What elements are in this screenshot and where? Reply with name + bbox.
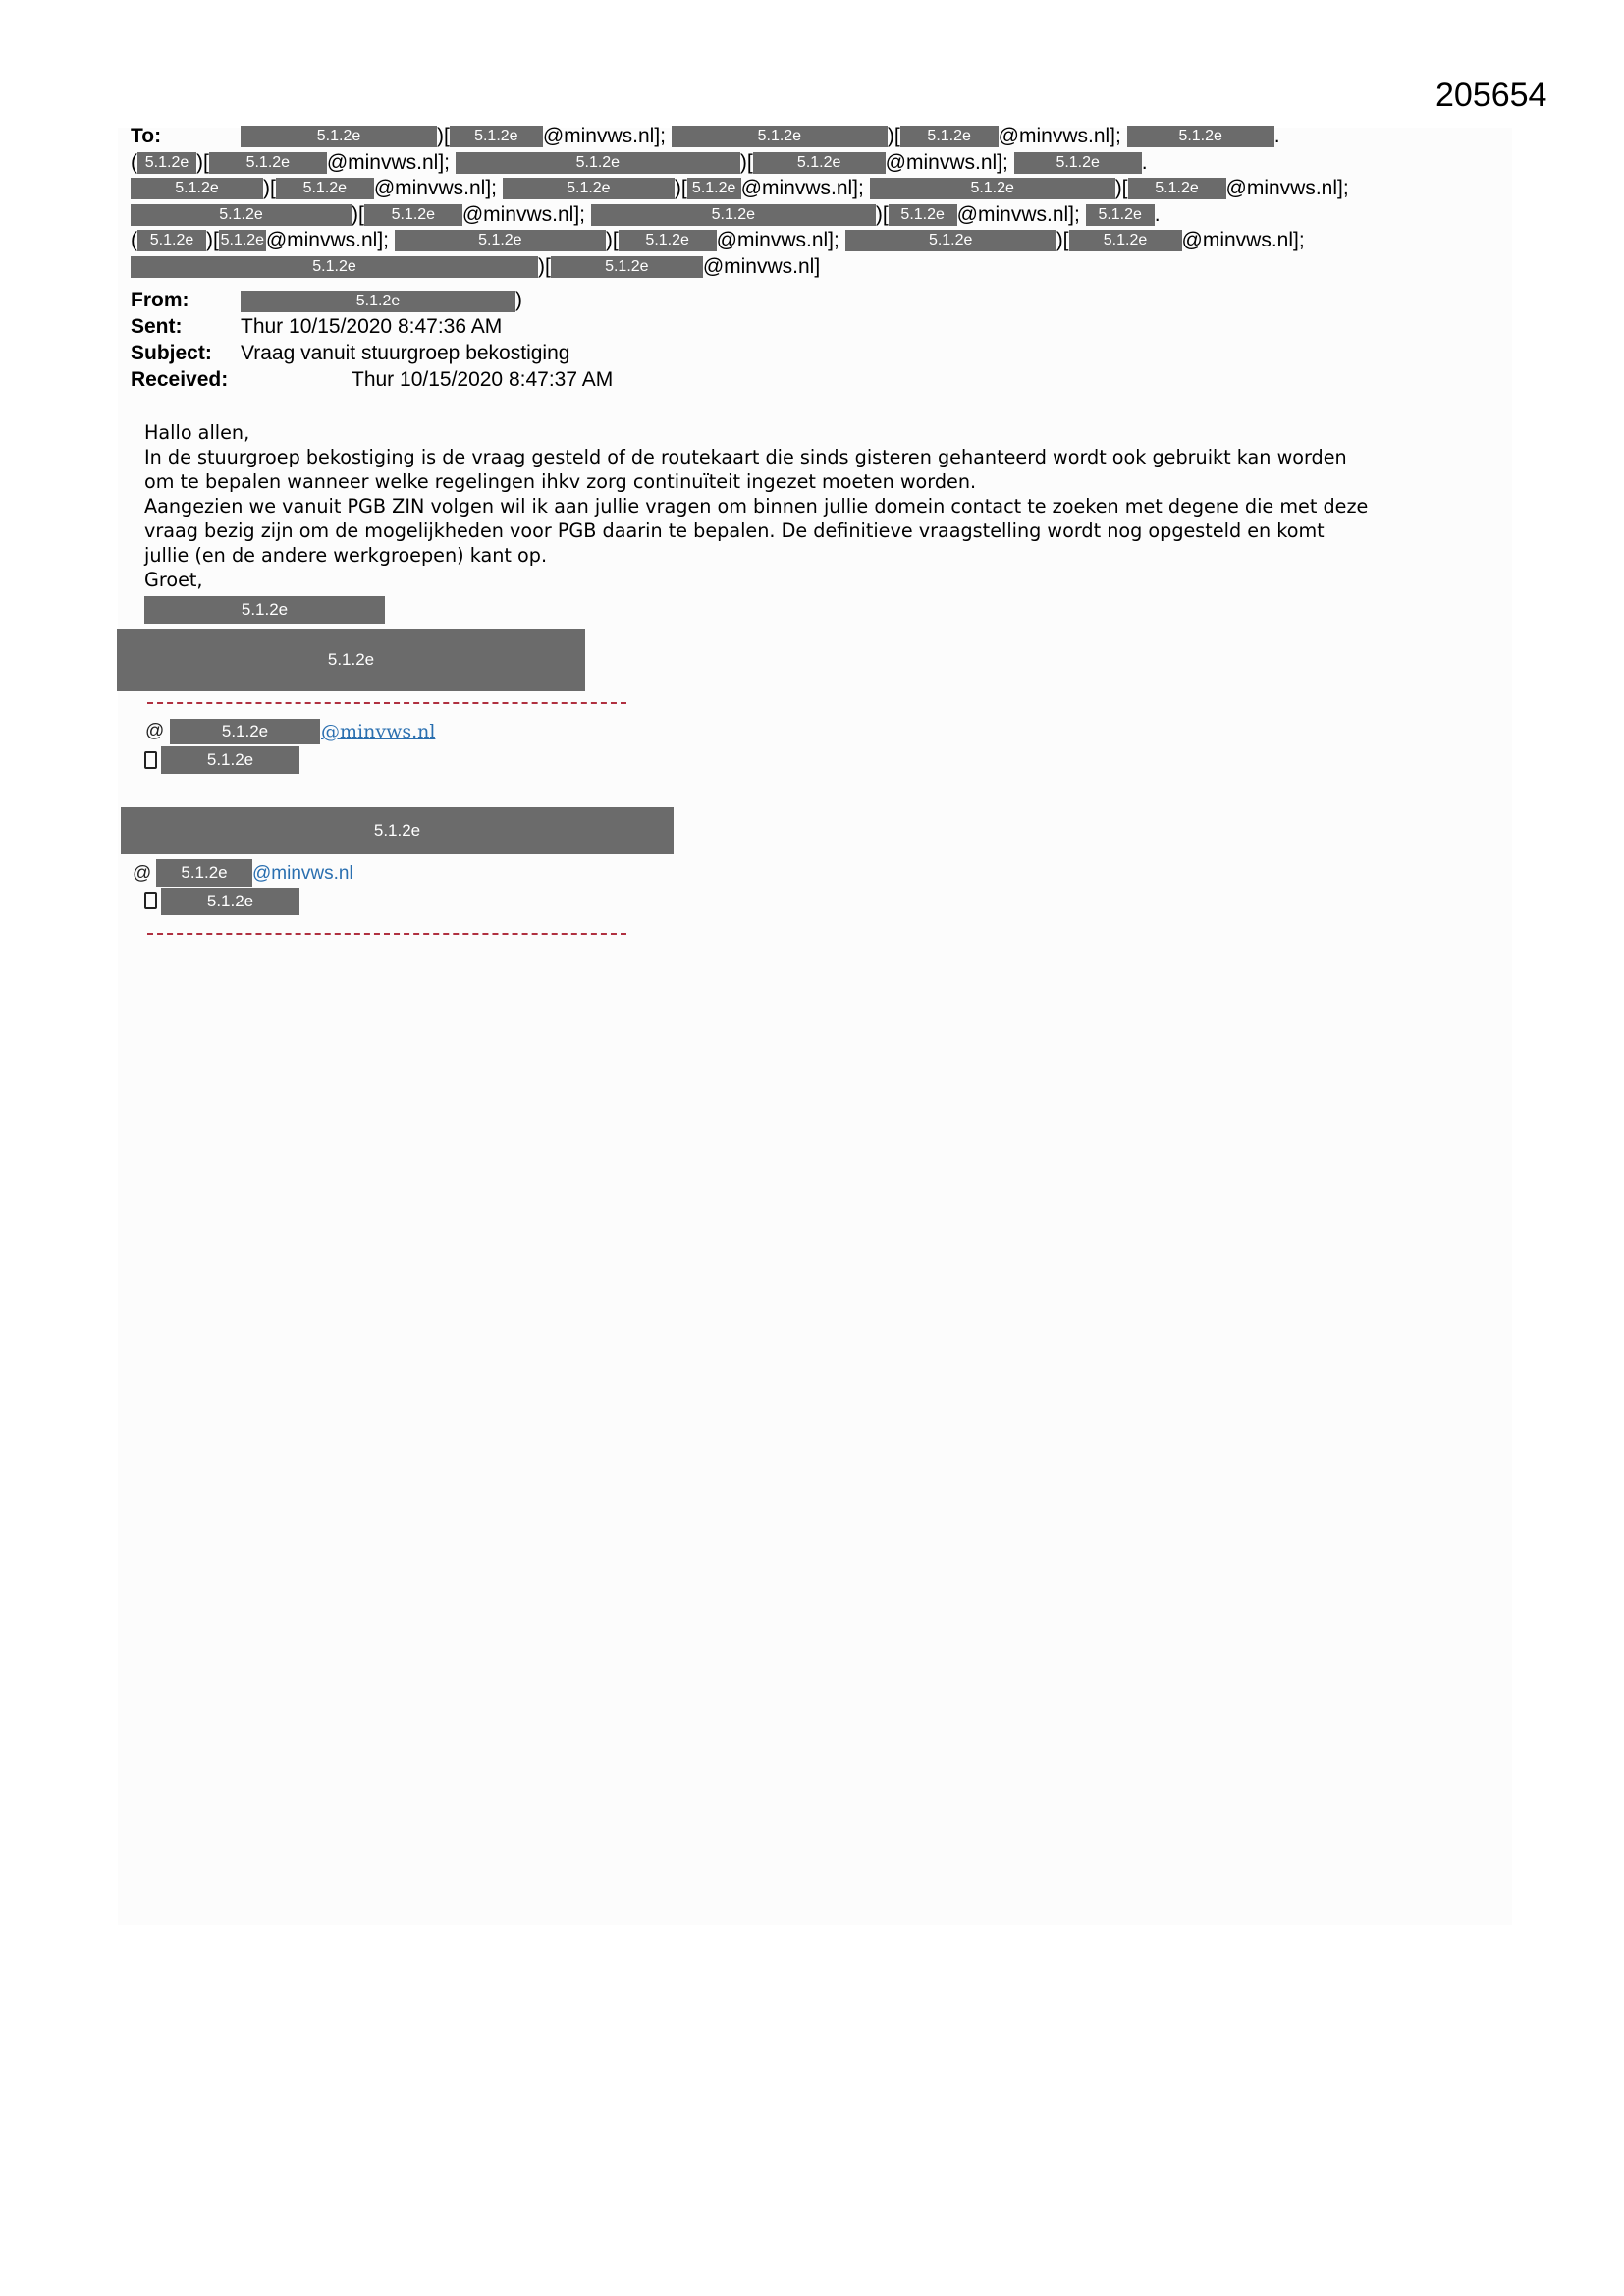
to-label: To: (131, 125, 162, 147)
signature-name-redaction: 5.1.2e (144, 596, 385, 624)
email-domain: @minvws.nl]; (998, 125, 1121, 147)
body-line: om te bepalen wanneer welke regelingen ihkv zorg continuïteit ingezet moeten worden. (144, 470, 977, 493)
redaction: 5.1.2e (619, 230, 717, 251)
email-icon: @ (133, 863, 152, 884)
email-link[interactable]: @minvws.nl (321, 721, 436, 742)
redaction: 5.1.2e (870, 178, 1115, 199)
email-page-background (118, 128, 1512, 1925)
redaction: 5.1.2e (137, 152, 196, 174)
email-domain: @minvws.nl]; (885, 150, 1008, 174)
received-label: Received: (131, 368, 229, 391)
redaction: 5.1.2e (1014, 152, 1142, 174)
redaction: 5.1.2e (456, 152, 740, 174)
redaction: 5.1.2e (900, 126, 999, 147)
recipients-line-4: 5.1.2e )[ 5.1.2e @minvws.nl]; 5.1.2e )[ 5.1.2e @minvws.nl]; 5.1.2e . (131, 202, 1486, 229)
redaction: 5.1.2e (241, 126, 437, 147)
redaction: 5.1.2e (889, 204, 957, 226)
phone-redaction: 5.1.2e (161, 746, 299, 774)
signature-block-redaction: 5.1.2e (121, 807, 674, 854)
sent-value: Thur 10/15/2020 8:47:36 AM (241, 315, 503, 338)
recipients-line-1: To: 5.1.2e )[ 5.1.2e @minvws.nl]; 5.1.2e )[ 5.1.2e @minvws.nl]; 5.1.2e . (131, 124, 1486, 150)
subject-value: Vraag vanuit stuurgroep bekostiging (241, 342, 570, 364)
redaction: 5.1.2e (131, 178, 263, 199)
email-domain: @minvws.nl]; (740, 177, 864, 200)
redaction: 5.1.2e (209, 152, 327, 174)
phone-icon (144, 751, 157, 769)
from-label: From: (131, 289, 189, 311)
redaction: 5.1.2e (364, 204, 462, 226)
divider (147, 702, 626, 704)
redaction: 5.1.2e (131, 204, 352, 226)
redaction: 5.1.2e (131, 256, 538, 278)
redaction: 5.1.2e (137, 230, 206, 251)
email-domain: @minvws.nl]; (1181, 229, 1305, 252)
recipients-line-6: 5.1.2e )[ 5.1.2e @minvws.nl] (131, 254, 1486, 281)
redaction: 5.1.2e (219, 230, 266, 251)
recipients-line-5: ( 5.1.2e )[ 5.1.2e@minvws.nl]; 5.1.2e )[ 5.1.2e @minvws.nl]; 5.1.2e )[ 5.1.2e @minvws.nl]; (131, 229, 1305, 252)
redaction: 5.1.2e (753, 152, 886, 174)
recipients-line-2: ( 5.1.2e )[ 5.1.2e @minvws.nl]; 5.1.2e )[ 5.1.2e @minvws.nl]; 5.1.2e . (131, 150, 1148, 174)
email-domain: @minvws.nl]; (461, 202, 585, 226)
email-link[interactable]: @minvws.nl (252, 863, 353, 884)
email-domain: @minvws.nl]; (1225, 177, 1349, 200)
email-domain: @minvws.nl]; (716, 229, 839, 252)
sent-label: Sent: (131, 315, 183, 338)
redaction: 5.1.2e (1127, 126, 1274, 147)
email-local-redaction: 5.1.2e (156, 859, 252, 887)
email-local-redaction: 5.1.2e (170, 719, 320, 744)
subject-label: Subject: (131, 342, 212, 364)
redaction: 5.1.2e (672, 126, 888, 147)
body-line: jullie (en de andere werkgroepen) kant op. (144, 544, 548, 567)
redaction: 5.1.2e (845, 230, 1056, 251)
redaction: 5.1.2e (591, 204, 876, 226)
redaction: 5.1.2e (276, 178, 374, 199)
redaction: 5.1.2e (450, 126, 543, 147)
body-line: Aangezien we vanuit PGB ZIN volgen wil ik aan jullie vragen om binnen jullie domein contact te zoeken met degene die met deze (144, 495, 1369, 518)
recipients-block (131, 124, 1486, 281)
email-body (144, 420, 1499, 592)
email-domain: @minvws.nl] (702, 254, 821, 278)
divider (147, 933, 626, 935)
redaction: 5.1.2e (687, 178, 741, 199)
signature-title-redaction: 5.1.2e (117, 629, 585, 691)
body-line: vraag bezig zijn om de mogelijkheden voor PGB daarin te bepalen. De definitieve vraagstelling wordt nog opgesteld en komt (144, 519, 1325, 542)
body-line: Hallo allen, (144, 421, 250, 444)
redaction: 5.1.2e (503, 178, 675, 199)
email-domain: @minvws.nl]; (265, 229, 389, 252)
redaction: 5.1.2e (1086, 204, 1155, 226)
email-domain: @minvws.nl]; (373, 177, 497, 200)
body-line: Groet, (144, 569, 203, 591)
document-number: 205654 (1435, 77, 1547, 114)
body-line: In de stuurgroep bekostiging is de vraag gesteld of de routekaart die sinds gisteren gehanteerd wordt ook gebruikt kan worden (144, 446, 1347, 468)
email-domain: @minvws.nl]; (326, 150, 450, 174)
email-domain: @minvws.nl]; (956, 202, 1080, 226)
phone-redaction: 5.1.2e (161, 888, 299, 915)
redaction: 5.1.2e (551, 256, 703, 278)
recipients-line-3: 5.1.2e )[ 5.1.2e @minvws.nl]; 5.1.2e )[ 5.1.2e @minvws.nl]; 5.1.2e )[ 5.1.2e @minvws.nl]; (131, 176, 1486, 202)
redaction: 5.1.2e (395, 230, 606, 251)
redaction: 5.1.2e (1069, 230, 1182, 251)
phone-icon (144, 892, 157, 909)
redaction: 5.1.2e (1128, 178, 1226, 199)
received-value: Thur 10/15/2020 8:47:37 AM (352, 368, 614, 391)
email-icon: @ (145, 721, 165, 741)
email-domain: @minvws.nl]; (542, 125, 666, 147)
redaction: 5.1.2e (241, 291, 515, 312)
